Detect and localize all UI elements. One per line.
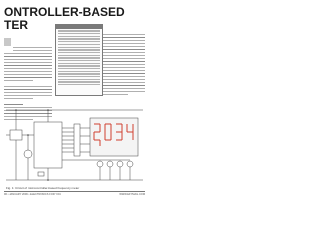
body-column-right [103,34,145,97]
circuit-diagram [4,104,145,186]
figure-caption: Fig. 1: Circuit of microcontroller-based frequency meter [6,186,80,190]
footer-rule [4,191,145,192]
parts-table [55,24,103,96]
magazine-page [0,0,149,198]
footer-issue: 96 • JANUARY 2009 • ELECTRONICS FOR YOU [4,192,62,196]
title-line-1: ONTROLLER-BASED [4,5,125,19]
seven-segment-display [90,118,138,156]
title-line-2: TER [4,18,28,32]
footer-website: WWW.EFYMAG.COM [119,192,145,196]
parts-table-header [56,25,102,29]
